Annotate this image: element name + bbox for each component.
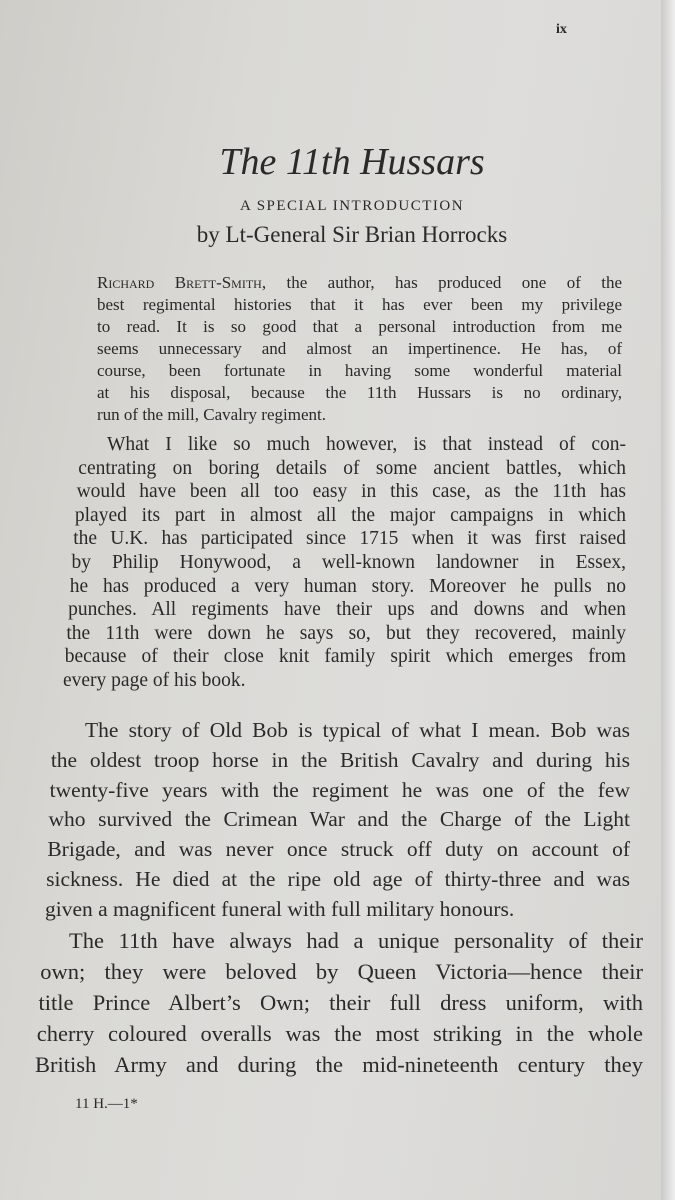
page-number: ix xyxy=(556,22,567,37)
text-line: given a magnificent funeral with full military honours. xyxy=(45,896,515,921)
text-line: to read. It is so good that a personal introduction from me xyxy=(97,317,622,336)
chapter-subtitle: A SPECIAL INTRODUCTION xyxy=(239,198,465,214)
text-line: punches. All regiments have their ups and downs and when xyxy=(68,599,626,621)
text-line: Richard Brett-Smith, the author, has produced one of the xyxy=(97,273,623,292)
text-line: What I like so much however, is that instead of con- xyxy=(107,434,626,455)
text-line: every page of his book. xyxy=(63,670,246,691)
text-line: who survived the Crimean War and the Charge of the Light xyxy=(48,807,630,832)
text-line: best regimental histories that it has ever been my privilege xyxy=(97,295,622,314)
text-line: he has produced a very human story. Moreover he pulls no xyxy=(69,575,626,597)
text-line: by Philip Honywood, a well-known landowner in Essex, xyxy=(71,552,626,573)
chapter-title: The 11th Hussars xyxy=(219,141,485,183)
text-line: title Prince Albert’s Own; their full dress uniform, with xyxy=(38,990,643,1015)
text-line: run of the mill, Cavalry regiment. xyxy=(97,405,326,424)
text-line: seems unnecessary and almost an impertinence. He has, of xyxy=(97,339,622,358)
text-line: course, been fortunate in having some wonderful material xyxy=(97,361,622,380)
text-line: own; they were beloved by Queen Victoria—hence their xyxy=(40,959,643,984)
text-line: The 11th have always had a unique personality of their xyxy=(69,928,643,953)
text-line: the U.K. has participated since 1715 when it was first raised xyxy=(73,528,626,550)
text-line: twenty-five years with the regiment he was one of the few xyxy=(49,777,630,802)
text-line: played its part in almost all the major campaigns in which xyxy=(74,504,626,526)
text-line: the 11th were down he says so, but they recovered, mainly xyxy=(66,622,626,644)
byline: by Lt-General Sir Brian Horrocks xyxy=(196,222,508,247)
text-line: sickness. He died at the ripe old age of thirty-three and was xyxy=(46,867,630,891)
text-line: the oldest troop horse in the British Cavalry and during his xyxy=(50,747,630,772)
signature-mark: 11 H.—1* xyxy=(75,1096,138,1112)
text-line: centrating on boring details of some ancient battles, which xyxy=(78,457,626,479)
text-line: cherry coloured overalls was the most striking in the whole xyxy=(36,1021,643,1046)
text-line: at his disposal, because the 11th Hussars is no ordinary, xyxy=(97,383,622,402)
text-line: would have been all too easy in this case, as the 11th has xyxy=(76,481,626,503)
text-line: The story of Old Bob is typical of what I mean. Bob was xyxy=(85,718,630,742)
text-line: Brigade, and was never once struck off duty on account of xyxy=(47,837,630,862)
text-line: because of their close knit family spirit which emerges from xyxy=(64,646,626,668)
text-line: British Army and during the mid-nineteenth century they xyxy=(35,1052,643,1077)
